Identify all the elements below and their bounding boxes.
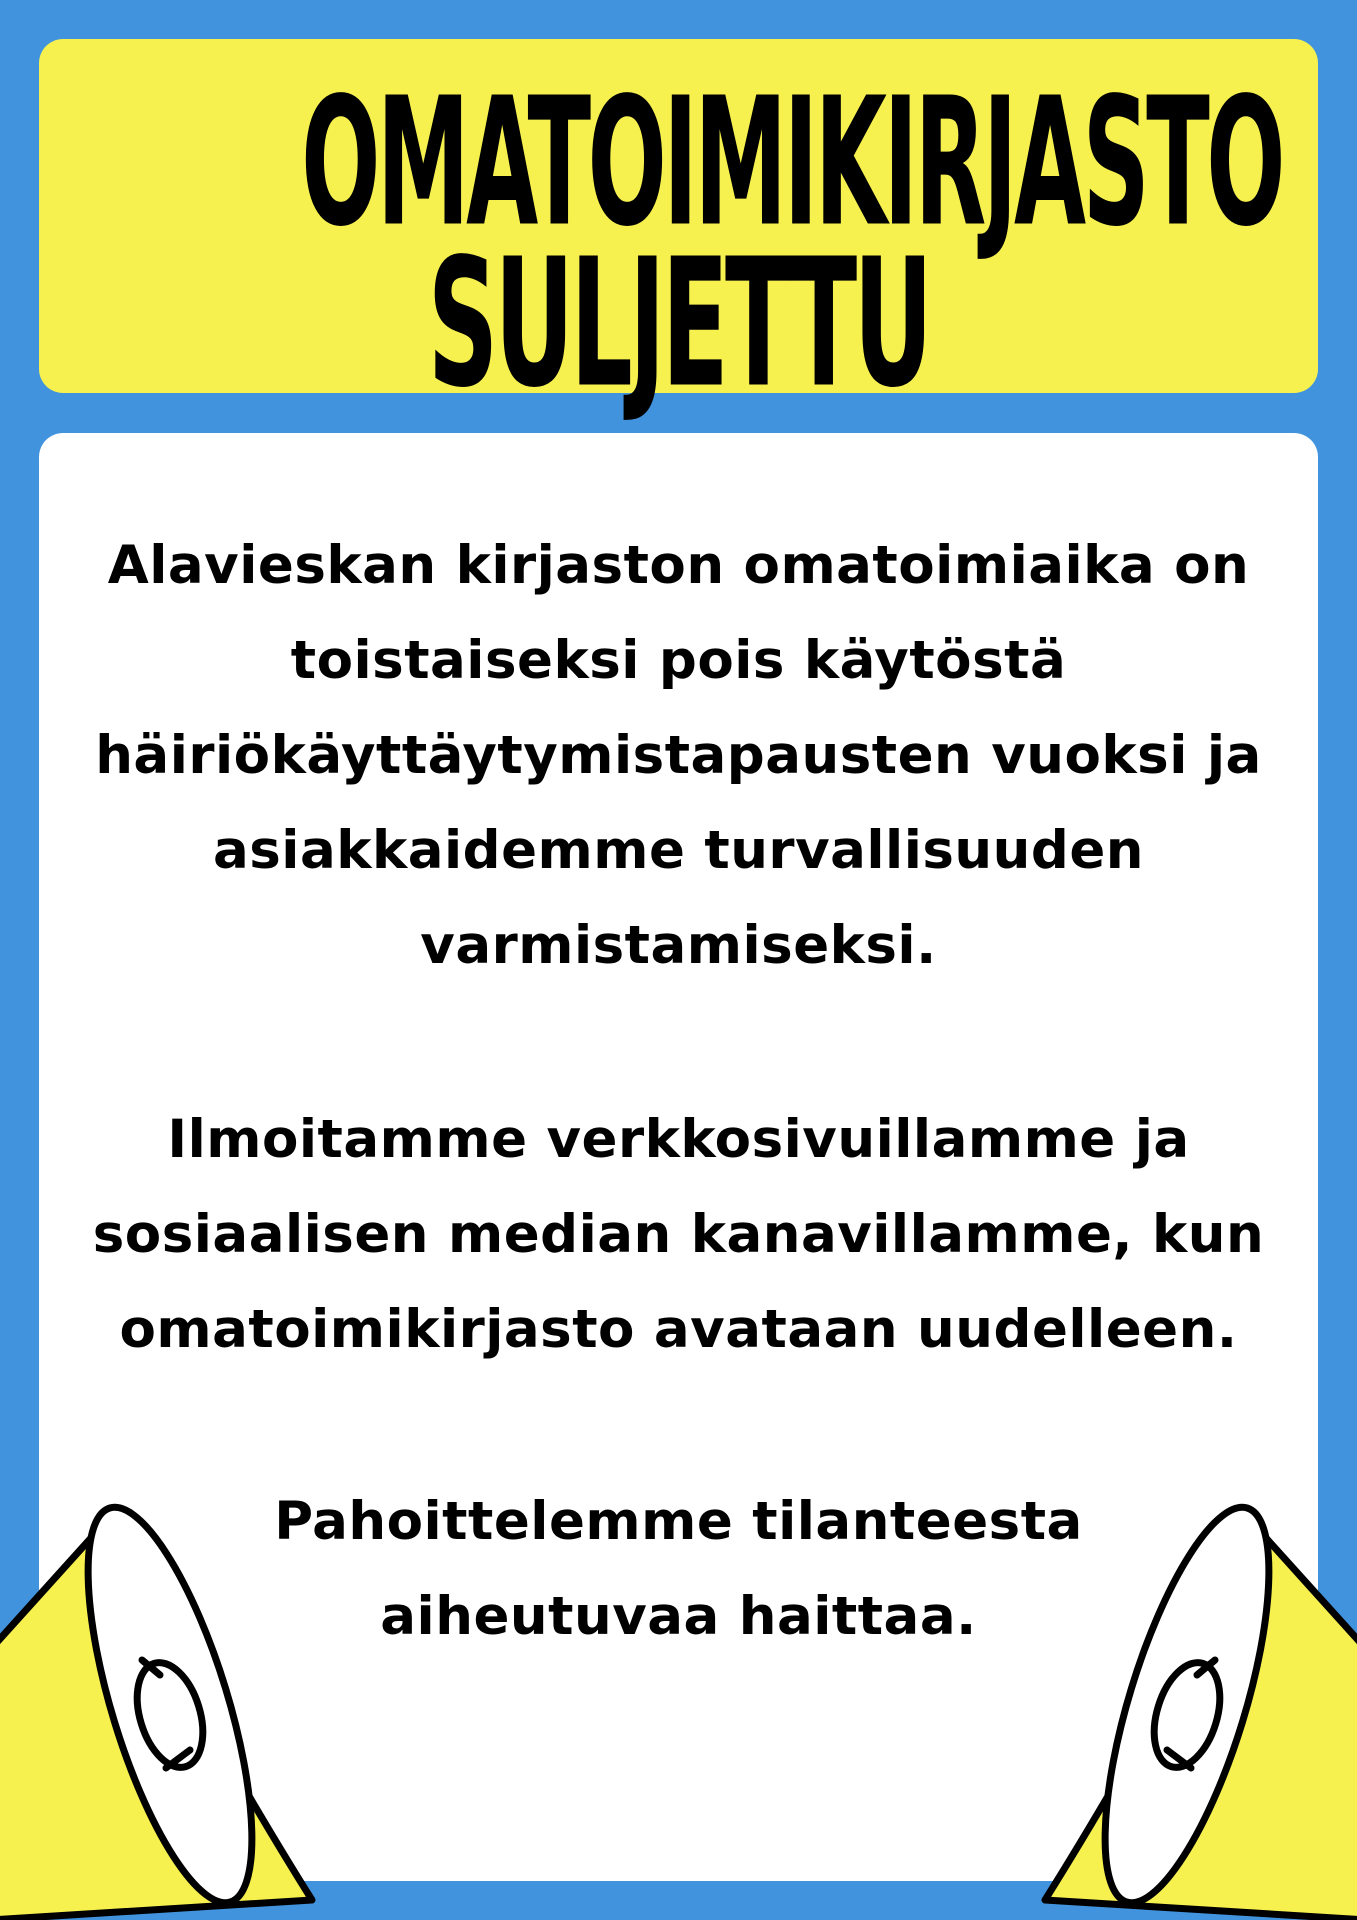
reopening-info-paragraph: Ilmoitamme verkkosivuillamme ja sosiaalisen median kanavillamme, kun omatoimikirjasto avataan uudelleen.	[92, 1109, 1265, 1360]
header-panel	[39, 39, 1318, 428]
megaphone-icon	[0, 1500, 320, 1920]
poster-title-line-1: OMATOIMIKIRJASTO	[301, 59, 1282, 267]
apology-paragraph: Pahoittelemme tilanteesta aiheutuvaa haittaa.	[274, 1491, 1083, 1647]
poster-title-line-2: SULJETTU	[427, 220, 930, 428]
closure-notice-paragraph: Alavieskan kirjaston omatoimiaika on toistaiseksi pois käytöstä häiriökäyttäytymistapausten vuoksi ja asiakkaidemme turvallisuuden varmistamiseksi.	[95, 535, 1262, 976]
megaphone-icon	[1037, 1500, 1357, 1920]
